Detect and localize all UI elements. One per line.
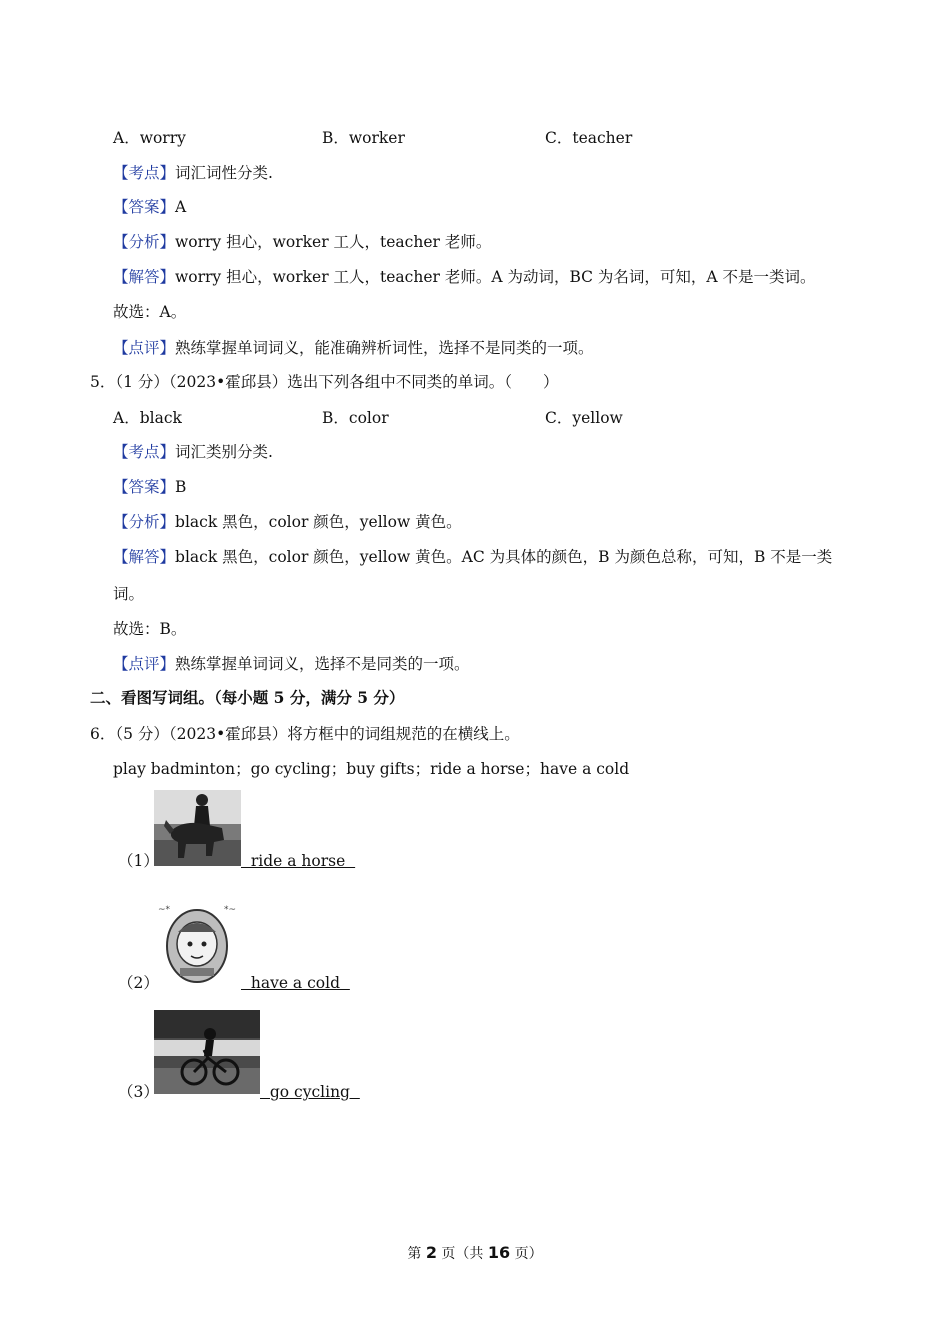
q5-fenxi xyxy=(113,512,462,532)
q4-option-b: B．worker xyxy=(322,129,405,147)
q6-item3-answer xyxy=(260,1082,360,1102)
footer-prefix: 第 xyxy=(407,1246,426,1262)
q4-fenxi xyxy=(113,232,491,252)
item-number: （2） xyxy=(118,974,159,992)
jieda-text: worry 担心，worker 工人，teacher 老师。A 为动词，BC 为名词，可知，A 不是一类词。 xyxy=(175,268,816,286)
item-number: （1） xyxy=(118,852,159,870)
q4-guxuan: 故选：A。 xyxy=(113,303,187,321)
q4-jieda xyxy=(113,267,816,287)
daan-tag: 【答案】 xyxy=(113,198,176,216)
kaodian-tag: 【考点】 xyxy=(113,164,176,182)
q5-guxuan: 故选：B。 xyxy=(113,620,187,638)
answer-blank: go cycling xyxy=(260,1083,360,1101)
q6-word-box: play badminton；go cycling；buy gifts；ride a horse；have a cold xyxy=(113,760,630,778)
q6-item3 xyxy=(118,1082,159,1102)
sick-girl-image xyxy=(154,898,240,986)
q4-dianping xyxy=(113,338,594,358)
kaodian-text: 词汇类别分类. xyxy=(175,443,273,461)
fenxi-tag: 【分析】 xyxy=(113,233,176,251)
kaodian-text: 词汇词性分类. xyxy=(175,164,273,182)
q5-option-c: C．yellow xyxy=(545,409,623,427)
q5-option-b: B．color xyxy=(322,409,389,427)
q6-item1-answer xyxy=(241,851,355,871)
q4-option-a: A．worry xyxy=(113,129,186,147)
svg-text:*~: *~ xyxy=(224,905,237,915)
q4-kaodian xyxy=(113,163,273,183)
daan-text: B xyxy=(175,478,187,496)
answer-blank: have a cold xyxy=(241,974,350,992)
jieda-text-1: black 黑色，color 颜色，yellow 黄色。AC 为具体的颜色，B 为颜色总称，可知，B 不是一类 xyxy=(175,548,833,566)
fenxi-tag: 【分析】 xyxy=(113,513,176,531)
q5-jieda-cont: 词。 xyxy=(113,585,145,603)
q5-stem: 5．（1 分）（2023•霍邱县）选出下列各组中不同类的单词。（ ） xyxy=(90,373,559,391)
fenxi-text: black 黑色，color 颜色，yellow 黄色。 xyxy=(175,513,462,531)
q4-option-c: C．teacher xyxy=(545,129,633,147)
item-number: （3） xyxy=(118,1083,159,1101)
current-page: 2 xyxy=(425,1243,437,1262)
svg-text:~*: ~* xyxy=(158,905,171,915)
dianping-text: 熟练掌握单词词义，选择不是同类的一项。 xyxy=(175,655,470,673)
q4-daan xyxy=(113,197,186,217)
dianping-text: 熟练掌握单词词义，能准确辨析词性，选择不是同类的一项。 xyxy=(175,339,594,357)
q6-item1 xyxy=(118,851,159,871)
fenxi-text: worry 担心，worker 工人，teacher 老师。 xyxy=(175,233,492,251)
q6-item2 xyxy=(118,973,159,993)
q5-daan xyxy=(113,477,186,497)
total-pages: 16 xyxy=(487,1243,511,1262)
q5-option-a: A．black xyxy=(113,409,182,427)
q5-kaodian xyxy=(113,442,273,462)
kaodian-tag: 【考点】 xyxy=(113,443,176,461)
dianping-tag: 【点评】 xyxy=(113,339,176,357)
cycling-image xyxy=(154,1010,260,1094)
footer-suffix: 页） xyxy=(510,1246,543,1262)
jieda-tag: 【解答】 xyxy=(113,268,176,286)
dianping-tag: 【点评】 xyxy=(113,655,176,673)
q6-stem: 6．（5 分）（2023•霍邱县）将方框中的词组规范的在横线上。 xyxy=(90,725,520,743)
q6-item2-answer xyxy=(241,973,350,993)
answer-blank: ride a horse xyxy=(241,852,356,870)
daan-text: A xyxy=(175,198,187,216)
q5-jieda xyxy=(113,547,832,567)
jieda-tag: 【解答】 xyxy=(113,548,176,566)
horse-rider-image xyxy=(154,790,241,866)
section-title: 二、看图写词组。（每小题 5 分，满分 5 分） xyxy=(90,688,405,707)
footer-middle: 页（共 xyxy=(436,1246,488,1262)
daan-tag: 【答案】 xyxy=(113,478,176,496)
q5-dianping xyxy=(113,654,470,674)
page-footer xyxy=(0,1243,950,1263)
